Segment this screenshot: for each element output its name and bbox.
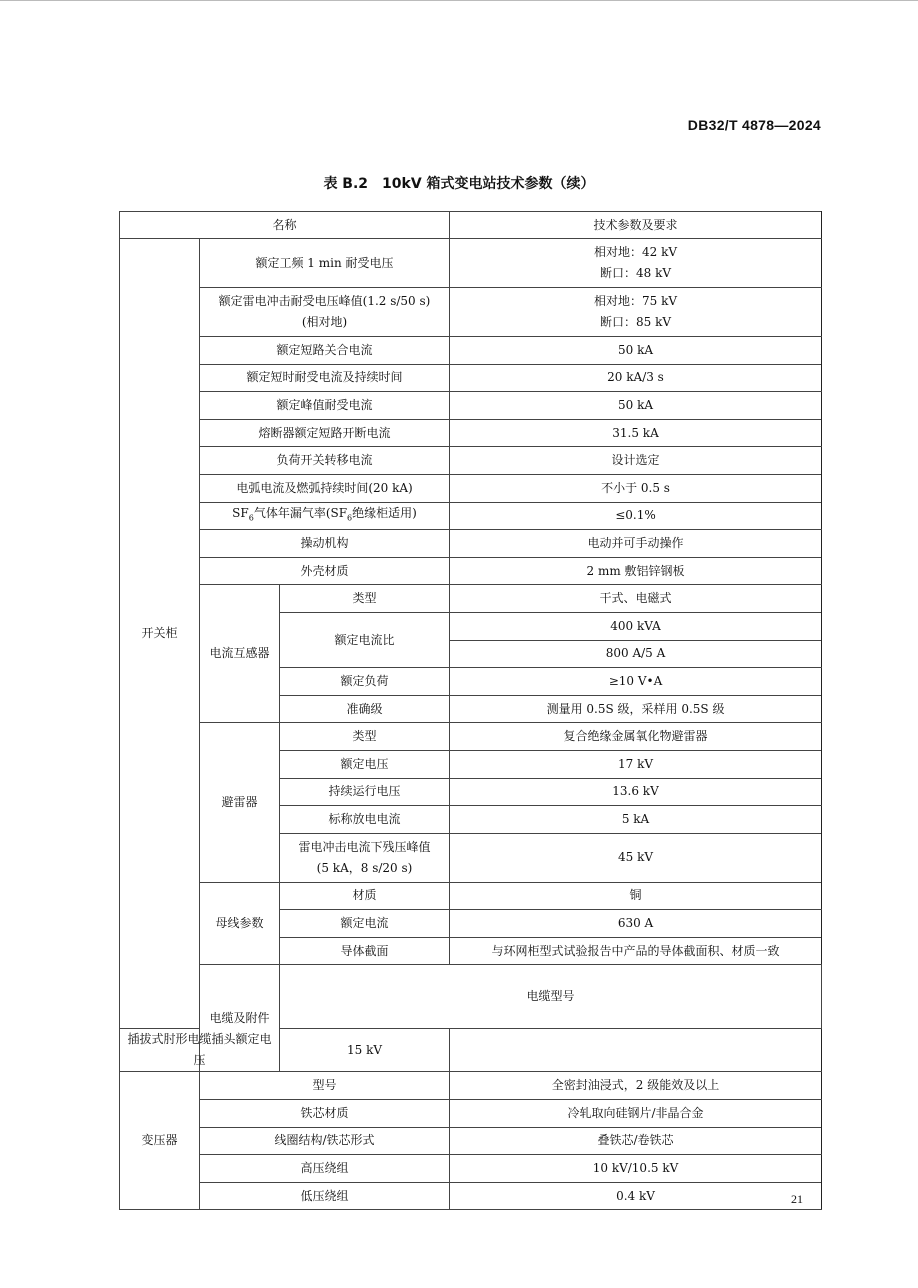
param-value: 20 kA/3 s	[450, 364, 822, 392]
param-name: 类型	[280, 723, 450, 751]
group-busbar: 母线参数	[200, 882, 280, 965]
table-title: 表 B.2 10kV 箱式变电站技术参数（续）	[323, 176, 595, 192]
param-value: 相对地：75 kV 断口：85 kV	[450, 288, 822, 337]
table-row	[120, 1100, 822, 1128]
table-row	[120, 965, 822, 1029]
param-name: 线圈结构/铁芯形式	[200, 1127, 450, 1155]
param-value: 50 kA	[450, 392, 822, 420]
param-name: 额定工频 1 min 耐受电压	[200, 239, 450, 288]
param-name: $SF_6$气体年漏气率($SF_6$绝缘柜适用)	[200, 502, 450, 530]
param-value: 400 kVA	[450, 612, 822, 640]
param-value: 电动并可手动操作	[450, 530, 822, 558]
param-name: 雷电冲击电流下残压峰值 (5 kA，8 s/20 s)	[280, 833, 450, 882]
param-value: 冷轧取向硅钢片/非晶合金	[450, 1100, 822, 1128]
table-row	[120, 337, 822, 365]
param-name: 额定短路关合电流	[200, 337, 450, 365]
param-name: 铁芯材质	[200, 1100, 450, 1128]
param-name: 额定短时耐受电流及持续时间	[200, 364, 450, 392]
group-transformer: 变压器	[120, 1072, 200, 1210]
param-name: 操动机构	[200, 530, 450, 558]
param-value: 10 kV/10.5 kV	[450, 1155, 822, 1183]
parameter-table	[119, 211, 822, 1210]
param-value: 全密封油浸式，2 级能效及以上	[450, 1072, 822, 1100]
group-cable: 电缆及附件	[200, 965, 280, 1072]
table-row	[120, 392, 822, 420]
param-value: 45 kV	[450, 833, 822, 882]
top-border-line	[0, 0, 918, 1]
table-row	[120, 530, 822, 558]
table-row	[120, 585, 822, 613]
param-name: 型号	[200, 1072, 450, 1100]
param-value: 17 kV	[450, 750, 822, 778]
param-value: 0.4 kV	[450, 1182, 822, 1210]
table-row	[120, 1127, 822, 1155]
param-value: 测量用 0.5S 级，采样用 0.5S 级	[450, 695, 822, 723]
param-name: 电缆型号	[280, 965, 822, 1029]
param-value: ≥10 V•A	[450, 668, 822, 696]
param-value: 干式、电磁式	[450, 585, 822, 613]
table-header-row	[120, 212, 822, 239]
param-name: 额定峰值耐受电流	[200, 392, 450, 420]
param-value: 叠铁芯/卷铁芯	[450, 1127, 822, 1155]
group-switchgear: 开关柜	[120, 239, 200, 1029]
table-row	[120, 239, 822, 288]
table-row	[120, 1072, 822, 1100]
table-row	[120, 447, 822, 475]
param-name: 插拔式肘形电缆插头额定电压	[120, 1029, 280, 1072]
param-name: 标称放电电流	[280, 806, 450, 834]
group-arrester: 避雷器	[200, 723, 280, 882]
group-ct: 电流互感器	[200, 585, 280, 723]
table-row	[120, 1155, 822, 1183]
param-name: 高压绕组	[200, 1155, 450, 1183]
param-name: 额定电流比	[280, 612, 450, 667]
table-row	[120, 288, 822, 337]
param-value: 2 mm 敷铝锌钢板	[450, 557, 822, 585]
param-value: 复合绝缘金属氧化物避雷器	[450, 723, 822, 751]
param-name: 低压绕组	[200, 1182, 450, 1210]
param-name: 负荷开关转移电流	[200, 447, 450, 475]
param-value: 相对地：42 kV 断口：48 kV	[450, 239, 822, 288]
param-value: 15 kV	[280, 1029, 450, 1072]
param-value: 630 A	[450, 910, 822, 938]
standard-number: DB32/T 4878—2024	[687, 117, 821, 133]
param-name: 电弧电流及燃弧持续时间(20 kA)	[200, 474, 450, 502]
header-name: 名称	[120, 212, 450, 239]
param-name: 熔断器额定短路开断电流	[200, 419, 450, 447]
param-value: 50 kA	[450, 337, 822, 365]
param-value: 设计选定	[450, 447, 822, 475]
param-value: 800 A/5 A	[450, 640, 822, 668]
table-row	[120, 882, 822, 910]
table-row	[120, 474, 822, 502]
header-requirement: 技术参数及要求	[450, 212, 822, 239]
table-row	[120, 1029, 822, 1072]
param-name: 额定电压	[280, 750, 450, 778]
table-row	[120, 723, 822, 751]
table-row	[120, 419, 822, 447]
param-name: 导体截面	[280, 937, 450, 965]
table-row	[120, 364, 822, 392]
param-name: 持续运行电压	[280, 778, 450, 806]
param-name: 额定雷电冲击耐受电压峰值(1.2 s/50 s) (相对地)	[200, 288, 450, 337]
param-value: ≤0.1%	[450, 502, 822, 530]
param-value: 与环网柜型式试验报告中产品的导体截面积、材质一致	[450, 937, 822, 965]
table-row	[120, 557, 822, 585]
param-name: 类型	[280, 585, 450, 613]
param-value: 13.6 kV	[450, 778, 822, 806]
table-row	[120, 1182, 822, 1210]
param-value: 不小于 0.5 s	[450, 474, 822, 502]
param-value: 31.5 kA	[450, 419, 822, 447]
param-name: 外壳材质	[200, 557, 450, 585]
param-name: 准确级	[280, 695, 450, 723]
param-value: 5 kA	[450, 806, 822, 834]
table-row	[120, 502, 822, 530]
param-name: 额定电流	[280, 910, 450, 938]
page-number: 21	[791, 1192, 803, 1206]
param-value: 铜	[450, 882, 822, 910]
param-name: 材质	[280, 882, 450, 910]
param-name: 额定负荷	[280, 668, 450, 696]
